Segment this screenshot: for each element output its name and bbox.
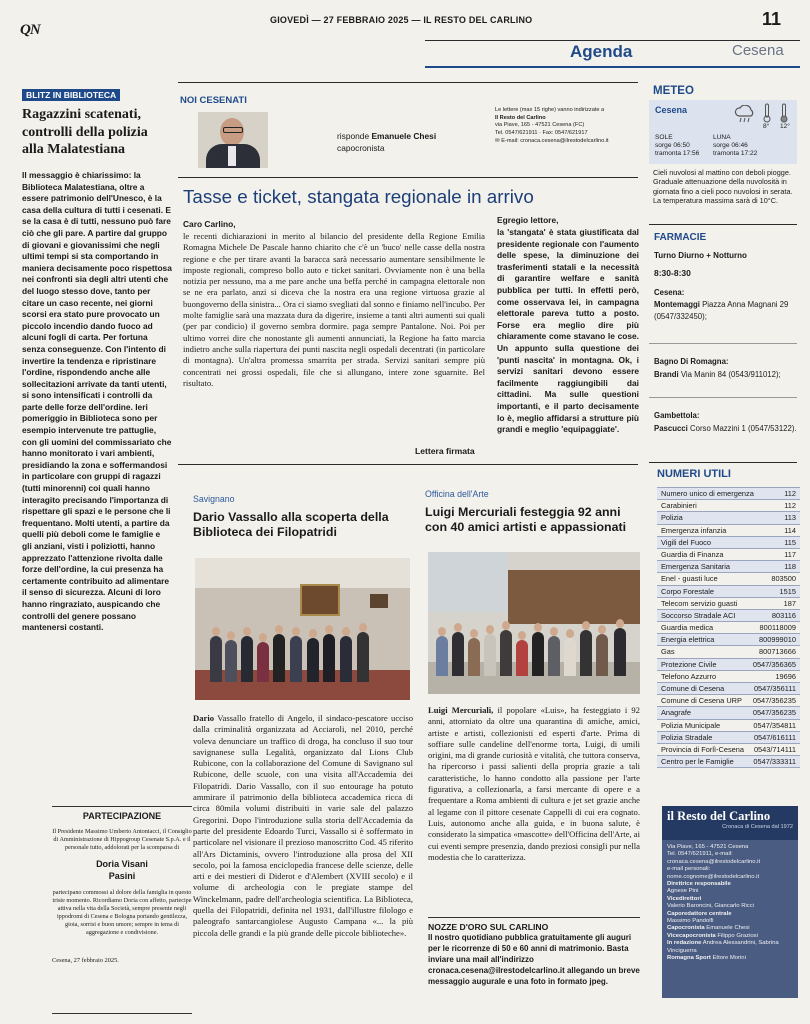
numeri-row <box>657 756 800 768</box>
numeri-label: Soccorso Stradale ACI <box>661 610 736 620</box>
mercuriali-kicker: Officina dell'Arte <box>425 489 489 499</box>
mercuriali-body: Luigi Mercuriali, il popolare «Luis», ha festeggiato i 92 anni, attorniato da oltre una quarantina di amiche, amici, artiste e artisti, collezionisti ed esperti d'arte. Prima di soffiare sulle candeline dell'enorme torta, Luigi, di umili origini, ma di grande curiosità e vitalità, che tuttora conserva, ha ripercorso i passi salienti della propria grazie a tali caratteristiche, lo hanno condotto alla passione per l'arte figurativa, a collezionarla, a farsi mercante di opere e a frequentare a Roma ambienti di cultura e jet set grazie anche al legame con il pittore cesenate Cappelli di cui era cognato. Luis, autonomo anche alla guida, e in buona salute, è considerato la simpatica «mascotte» dell'Officina dell'Arte, ai cui eventi sempre presenzia, dando preziosi consigli pur nella modestia che lo caratterizza. <box>428 705 640 862</box>
numeri-label: Vigili del Fuoco <box>661 537 711 547</box>
numeri-label: Carabinieri <box>661 501 697 511</box>
numeri-value: 0547/356365 <box>752 659 796 669</box>
numeri-label: Emergenza infanzia <box>661 525 727 535</box>
farmacia-cesena: Cesena: Montemaggi Piazza Anna Magnani 29 (0547/332450); <box>654 288 789 321</box>
numeri-label: Anagrafe <box>661 708 691 718</box>
numeri-value: 19696 <box>775 671 796 681</box>
farmacie-title: FARMACIE <box>654 232 707 243</box>
numeri-row <box>657 488 800 500</box>
numeri-row <box>657 500 800 512</box>
mercuriali-title: Luigi Mercuriali festeggia 92 anni con 40 amici artisti e appassionati <box>425 505 627 534</box>
numeri-label: Guardia medica <box>661 623 714 633</box>
letter-greeting: Caro Carlino, <box>183 219 236 229</box>
numeri-label: Polizia <box>661 513 683 523</box>
numeri-value: 112 <box>784 501 796 511</box>
numeri-value: 0547/356235 <box>752 696 796 706</box>
numeri-label: Gas <box>661 647 675 657</box>
blitz-title: Ragazzini scatenati, controlli della polizia alla Malatestiana <box>22 107 148 157</box>
numeri-value: 0547/356235 <box>752 708 796 718</box>
numeri-row <box>657 586 800 598</box>
logo: QN <box>20 22 40 38</box>
numeri-value: 800999010 <box>759 635 796 645</box>
numeri-row <box>657 537 800 549</box>
numeri-value: 112 <box>784 489 796 498</box>
numeri-value: 114 <box>784 525 796 535</box>
numeri-label: Comune di Cesena <box>661 684 725 693</box>
numeri-title: NUMERI UTILI <box>657 468 731 480</box>
cloud-rain-icon <box>733 105 757 123</box>
farmacia-gambettola: Gambettola: Pascucci Corso Mazzini 1 (0547/53122). <box>654 411 797 433</box>
savignano-title: Dario Vassallo alla scoperta della Biblioteca dei Filopatridi <box>193 510 389 539</box>
numeri-value: 113 <box>784 513 796 523</box>
meteo-forecast: Cieli nuvolosi al mattino con deboli piogge. Graduale attenuazione della nuvolosità in giornata fino a cieli poco nuvolosi in serata. La temperatura massima sarà di 10°C. <box>653 168 793 206</box>
letter-signature: Lettera firmata <box>415 446 475 456</box>
numeri-label: Centro per le Famiglie <box>661 757 734 767</box>
numeri-label: Guardia di Finanza <box>661 549 724 559</box>
numeri-row <box>657 573 800 585</box>
numeri-value: 0547/354811 <box>753 720 796 730</box>
numeri-value: 803116 <box>771 610 796 620</box>
responder-name: Emanuele Chesi <box>371 131 437 141</box>
meteo-city: Cesena <box>655 105 688 115</box>
temp-min: 8° <box>763 123 770 130</box>
farmacie-hours: 8:30-8:30 <box>654 268 691 278</box>
numeri-label: Provincia di Forlì-Cesena <box>661 744 744 754</box>
masthead-box <box>662 806 798 998</box>
section-city: Cesena <box>732 42 784 59</box>
numeri-label: Comune di Cesena URP <box>661 696 742 706</box>
numeri-label: Emergenza Sanitaria <box>661 562 731 572</box>
numeri-row <box>657 695 800 707</box>
numeri-row <box>657 561 800 573</box>
numeri-row <box>657 720 800 732</box>
numeri-row <box>657 622 800 634</box>
blitz-body: Il messaggio è chiarissimo: la Biblioteca Malatestiana, oltre a essere patrimonio dell'Unesco, è la casa della cultura di tutti i cesenati. E se la casa è di tutti, nessuno può fare ciò che gli pare. A partire dal gruppo di giovani e giovanissimi che negli ultimi tempi si sta comportando in maniera decisamente poco rispettosa nei confronti sia degli altri utenti che del luogo stesso dove, tanto per citare un caso recente, nei giorni scorsi era stato pure provocato un piccolo incendio dando fuoco ad alcuni fogli di carta. Per fortuna senza conseguenze. Con l'intento di invertire la tendenza e ripristinare l'ordine, rispondendo anche alle sollecitazioni arrivate da tanti utenti, si sono intensificati i controlli da parte delle forze dell'ordine. Ieri pomeriggio in Biblioteca sono per esempio intervenute tre pattuglie, con gli uomini del commissariato che hanno monitorato i vari ambienti, presidiando la zona e soffermandosi in particolare con gruppi di ragazzi (tutti minorenni) coi quali hanno interagito precisando l'importanza di rispettare gli spazi e le persone che li frequentano. Molti utenti, a partire da quelli più deboli come le famiglie e gli anziani, visti i poliziotti, hanno apprezzato l'attenzione rivolta dalle forze dell'ordine, la cui presenza ha certamente contribuito ad alimentare il senso di sicurezza. Alcuni di loro hanno ringraziato, auspicando che controlli del genere possano mantenersi costanti. <box>22 170 172 633</box>
numeri-label: Protezione Civile <box>661 659 717 669</box>
numeri-label: Polizia Municipale <box>661 720 721 730</box>
partecipazione-intro: Il Presidente Massimo Umberto Antoniacci, il Consiglio di Amministrazione di Hippogroup Cesenate S.p.A. e il personale tutto, addolorati per la scomparsa di <box>52 828 192 851</box>
numeri-row <box>657 732 800 744</box>
partecipazione-date: Cesena, 27 febbraio 2025. <box>52 957 119 964</box>
numeri-row <box>657 610 800 622</box>
partecipazione-title: PARTECIPAZIONE <box>82 811 162 821</box>
section-title: Agenda <box>570 42 633 61</box>
letters-contact: Le lettere (max 15 righe) vanno indirizzate a Il Resto del Carlino via Piave, 165 - 47521 Cesena (FC) Tel. 0547/621911 · Fax: 0547/621917 ✉ E-mail: cronaca.cesena@ilrestodelcarlino.it <box>495 107 609 144</box>
numeri-value: 1515 <box>779 586 796 596</box>
numeri-row <box>657 659 800 671</box>
responder-role: capocronista <box>337 143 385 153</box>
numeri-value: 115 <box>784 537 796 547</box>
numeri-row <box>657 634 800 646</box>
numeri-value: 0547/333311 <box>753 757 796 767</box>
numeri-table <box>657 487 800 768</box>
numeri-row <box>657 671 800 683</box>
reply-body: la 'stangata' è stata giustificata dal presidente regionale con l'aumento delle spese, la diminuzione dei trasferimenti statali e la necessità di garantire welfare e sanità pubblica per tutti. In effetti però, come osservava lei, in campagna elettorale pareva tutto a posto. Forse era meglio dire più chiaramente come stavano le cose. Un appunto sulla questione dei 'punti nascita' in montagna. Ok, i servizi sanitari devono essere facilmente raggiungibili dai cittadini. Ma sulle questioni importanti, e il parto decisamente lo è, meglio affidarsi a strutture più grandi e meglio 'equipaggiate'. <box>497 227 639 435</box>
farmacia-bagno: Bagno Di Romagna: Brandi Via Manin 84 (0543/911012); <box>654 357 781 379</box>
numeri-row <box>657 525 800 537</box>
nozze-body: Il nostro quotidiano pubblica gratuitamente gli auguri per le ricorrenze di 50 e 60 anni di matrimonio. Basta inviare una mail all'indirizzo cronaca.cesena@ilrestodelcarlino.it allegando un breve messaggio augurale e una foto in formato jpeg. <box>428 933 640 986</box>
numeri-value: 187 <box>783 598 796 608</box>
farmacie-shift: Turno Diurno + Notturno <box>654 251 747 260</box>
numeri-row <box>657 646 800 658</box>
numeri-row <box>657 683 800 695</box>
numeri-row <box>657 512 800 524</box>
partecipazione-body: partecipano commossi al dolore della famiglia in questo triste momento. Ricordiamo Doria con affetto, partecipe attiva nella vita della Società, sempre presente negli ippodromi di Cesena e Bologna portando gentilezza, gioia, sorrisi e buon umore; sempre in tema di aggregazione e condivisione. <box>52 889 192 936</box>
numeri-row <box>657 549 800 561</box>
meteo-panel <box>649 100 797 164</box>
page-number: 11 <box>762 9 782 29</box>
numeri-value: 803500 <box>771 574 796 584</box>
mercuriali-lead: Luigi Mercuriali, <box>428 705 494 715</box>
letters-kicker: NOI CESENATI <box>180 95 247 106</box>
numeri-label: Numero unico di emergenza <box>661 489 754 498</box>
numeri-value: 0547/616111 <box>753 732 796 742</box>
blitz-kicker: BLITZ IN BIBLIOTECA <box>22 89 120 101</box>
nozze-box <box>428 917 640 987</box>
meteo-title: METEO <box>653 85 694 97</box>
masthead-brand: il Resto del Carlino <box>667 809 771 823</box>
moon-times: LUNA sorge 06:46 tramonta 17:22 <box>713 134 758 158</box>
numeri-label: Corpo Forestale <box>661 586 714 596</box>
letters-headline: Tasse e ticket, stangata regionale in arrivo <box>183 186 534 207</box>
sun-times: SOLE sorge 06:50 tramonta 17:56 <box>655 134 700 158</box>
reply-greeting: Egregio lettore, <box>497 215 559 225</box>
masthead-tagline: Cronaca di Cesena dal 1972 <box>722 824 793 830</box>
numeri-row <box>657 744 800 756</box>
numeri-value: 117 <box>784 549 796 559</box>
partecipazione-box <box>52 806 192 1014</box>
dateline: GIOVEDÌ — 27 FEBBRAIO 2025 — IL RESTO DEL CARLINO <box>270 15 533 25</box>
temp-max: 12° <box>780 123 790 130</box>
numeri-value: 118 <box>784 562 796 572</box>
numeri-value: 0543/714111 <box>753 744 796 754</box>
numeri-value: 0547/356111 <box>753 684 796 693</box>
nozze-title: NOZZE D'ORO SUL CARLINO <box>428 922 549 932</box>
savignano-body: Dario Vassallo fratello di Angelo, il sindaco-pescatore ucciso dalla criminalità organizzata ad Acciaroli, nel 2010, perché voleva denunciare un traffico di droga, ha concluso il suo tour savignanese sulla Legalità, organizzato dal Lions Club Rubicone, con la collaborazione del Comune di Savignano sul Rubicone, delle scuole, con una visita all'Accademia dei Filopatridi. Dario Vassallo, con il suo entourage ha potuto ammirare il patrimonio della biblioteca accademica ricca di circa 80mila volumi distribuiti in varie sale del palazzo Gregorini. Dopo l'introduzione sulla storia dell'Accademia da parte del presidente Edoardo Turci, Vassallo si è soffermato in particolare nel visionare il prezioso manoscritto Cod. 45 riferito all'Ars Dictaminis, ovvero l'introduzione alla prosa del XII secolo, poi la famosa enciclopedia francese delle scienze, delle arti e dei mestieri di Diderot e d'Alembert (XVIII secolo) e il volume di archeologia con le pregiate stampe del Winckelmann, padre dell'archeologia scientifica. La Biblioteca, quella dei Filopatridi, definita nel 1931, dall'illustre filologo e paleografo santarcangiolese Augusto Campana «... la più piccola delle grandi e la più grande delle piccole biblioteche». <box>193 713 413 938</box>
numeri-label: Enel - guasti luce <box>661 574 718 584</box>
thermometer-min-icon <box>763 103 771 123</box>
numeri-label: Telecom servizio guasti <box>661 598 738 608</box>
partecipazione-name: Doria Visani Pasini <box>96 859 148 881</box>
numeri-row <box>657 598 800 610</box>
numeri-label: Polizia Stradale <box>661 732 713 742</box>
numeri-value: 800713666 <box>759 647 796 657</box>
masthead-details: Via Piave, 165 - 47521 Cesena Tel. 0547/621911, e-mail: cronaca.cesena@ilrestodelcarlino.it e-mail personali: nome.cognome@ilrestodelcarlino.it Direttrice responsabile Agnese Pini Vicedirettori Valerio Baroncini, Giancarlo Ricci Caporedattore centrale Massimo Pandolfi Capocronista Emanuele Chesi Vicecapocronista Filippo Graziosi In redazione Andrea Alessandrini, Sabrina Vinciguerra Romagna Sport Ettore Morini <box>667 844 779 962</box>
numeri-value: 800118009 <box>759 623 796 633</box>
mercuriali-photo <box>428 552 640 694</box>
savignano-lead: Dario <box>193 713 215 723</box>
savignano-photo <box>195 558 410 700</box>
letter-body: le recenti dichiarazioni in merito al bilancio del presidente della Regione Emilia Romagna Michele De Pascale hanno chiarito che c'è un 'buco' nelle casse della nostra regione e che per tirare avanti la baracca sarà necessario aumentare sensibilmente le imposte regionali, compreso bollo auto e ticket sanitari. Ovviamente non è una bella notizia per nessuno, ma a me pare anche una beffa perché in campagna elettorale non se ne era parlato, anzi si diceva che la nostra era una regione virtuosa grazie al buongoverno della sinistra... Ora ci siamo svegliati dal sonno e finiamo nell'incubo. Per molte famiglie sarà una mazzata dura da digerire, insieme a tanti altri aumenti sui quali (per par condicio) il governo sembra dormire. paga sempre Pantalone. Noi. Poi per ultimo vorrei dire che nonostante gli aumenti annunciati, la Regione ha fatto marcia indietro anche sulla riapertura dei punti nascita negli ospedali decentrati (in particolare di montagna). Un'altra promessa smarrita per strada. Servizi sanitari sempre più concentrati nei grossi ospedali, file che si allungano, intere zone sguarnite. Bel risultato. <box>183 231 485 388</box>
responder-line: risponde Emanuele Chesi <box>337 131 437 141</box>
thermometer-max-icon <box>780 103 788 123</box>
numeri-label: Energia elettrica <box>661 635 715 645</box>
numeri-row <box>657 707 800 719</box>
responder-photo <box>198 112 268 168</box>
savignano-kicker: Savignano <box>193 494 235 504</box>
numeri-label: Telefono Azzurro <box>661 671 717 681</box>
